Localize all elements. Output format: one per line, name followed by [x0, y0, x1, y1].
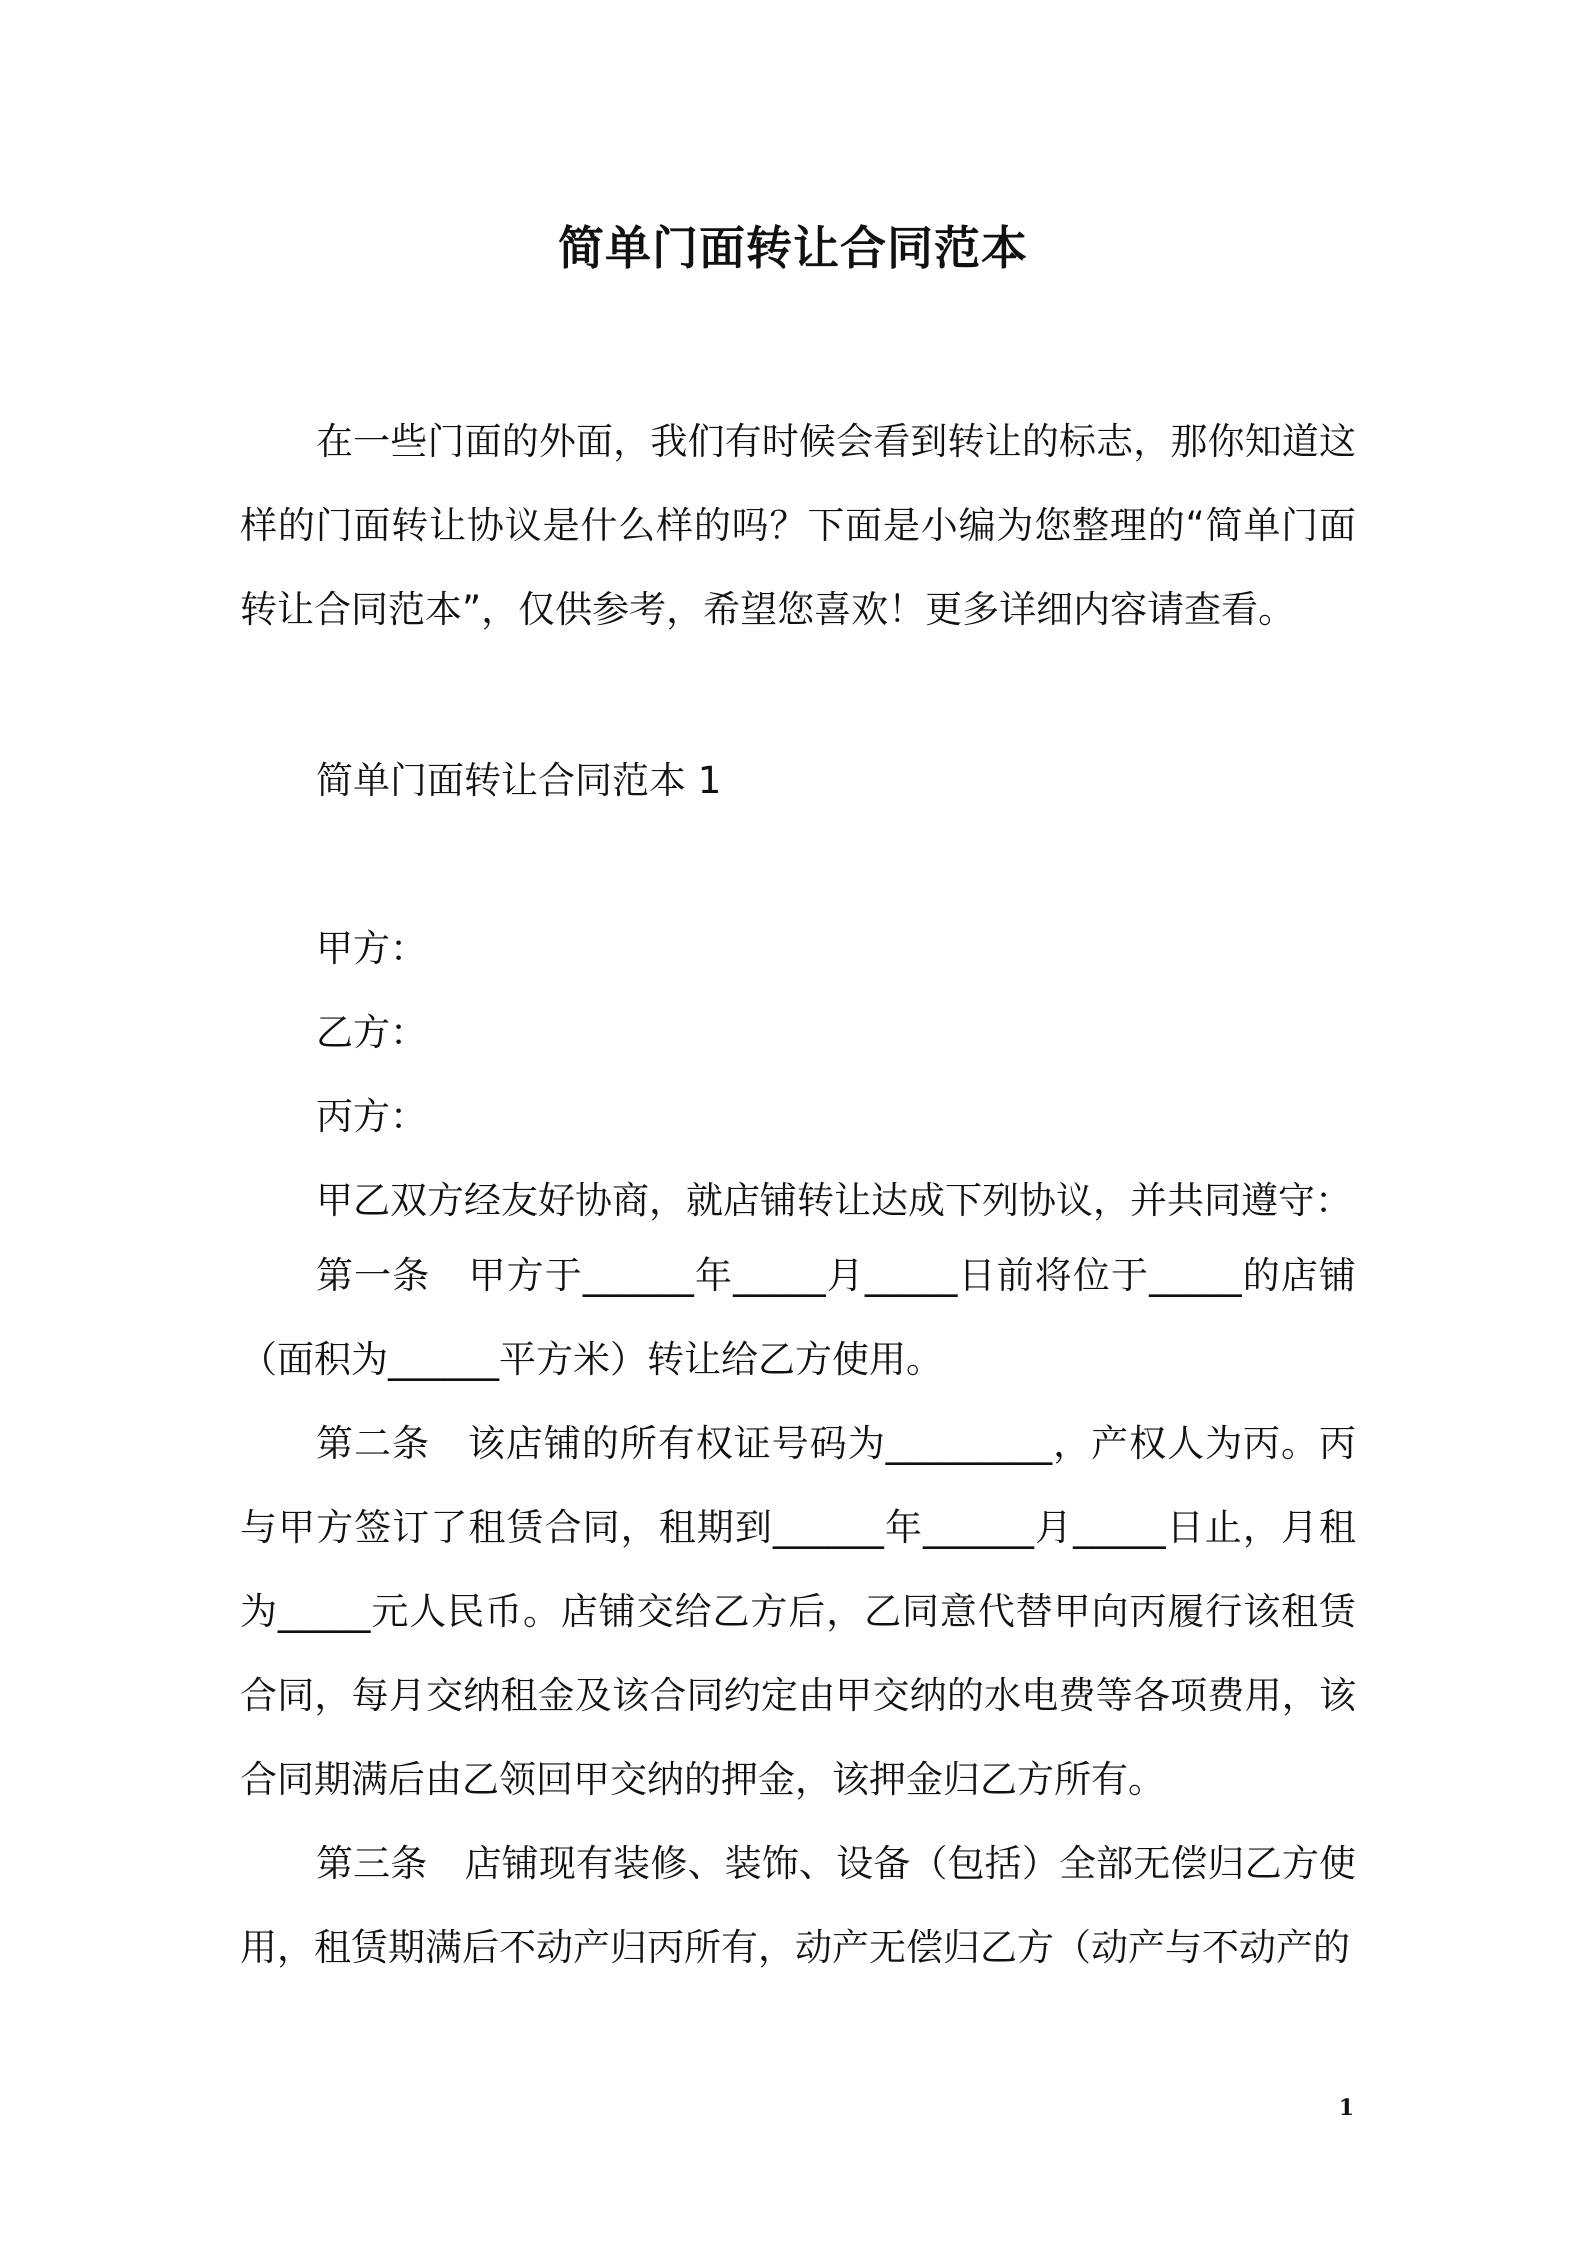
intro-block [240, 400, 1356, 652]
page-number: 1 [1338, 2095, 1354, 2121]
document-title: 简单门面转让合同范本 [558, 221, 1028, 275]
party-c-label: 丙方： [316, 1095, 427, 1138]
agreement-intro: 甲乙双方经友好协商，就店铺转让达成下列协议，并共同遵守： [316, 1179, 1352, 1222]
intro-paragraph: 在一些门面的外面，我们有时候会看到转让的标志，那你知道这样的门面转让协议是什么样的吗？下面是小编为您整理的“简单门面转让合同范本”，仅供参考，希望您喜欢！更多详细内容请查看。 [240, 420, 1356, 631]
article-1: 第一条 甲方于______年_____月_____日前将位于_____的店铺（面积为______平方米）转让给乙方使用。 [240, 1254, 1356, 1381]
section-heading: 简单门面转让合同范本 1 [316, 759, 722, 802]
article-3-block [240, 1822, 1356, 1990]
party-b-label: 乙方： [316, 1011, 427, 1054]
party-a-label: 甲方： [316, 927, 427, 970]
article-3: 第三条 店铺现有装修、装饰、设备（包括）全部无偿归乙方使用，租赁期满后不动产归丙所有，动产无偿归乙方（动产与不动产的 [240, 1842, 1356, 1969]
article-1-block [240, 1234, 1356, 1402]
article-2-block [240, 1402, 1356, 1822]
article-2: 第二条 该店铺的所有权证号码为_________，产权人为丙。丙与甲方签订了租赁合同，租期到______年______月_____日止，月租为_____元人民币。店铺交给乙方后，乙同意代替甲向丙履行该租赁合同，每月交纳租金及该合同约定由甲交纳的水电费等各项费用，该合同期满后由乙领回甲交纳的押金，该押金归乙方所有。 [240, 1422, 1356, 1801]
